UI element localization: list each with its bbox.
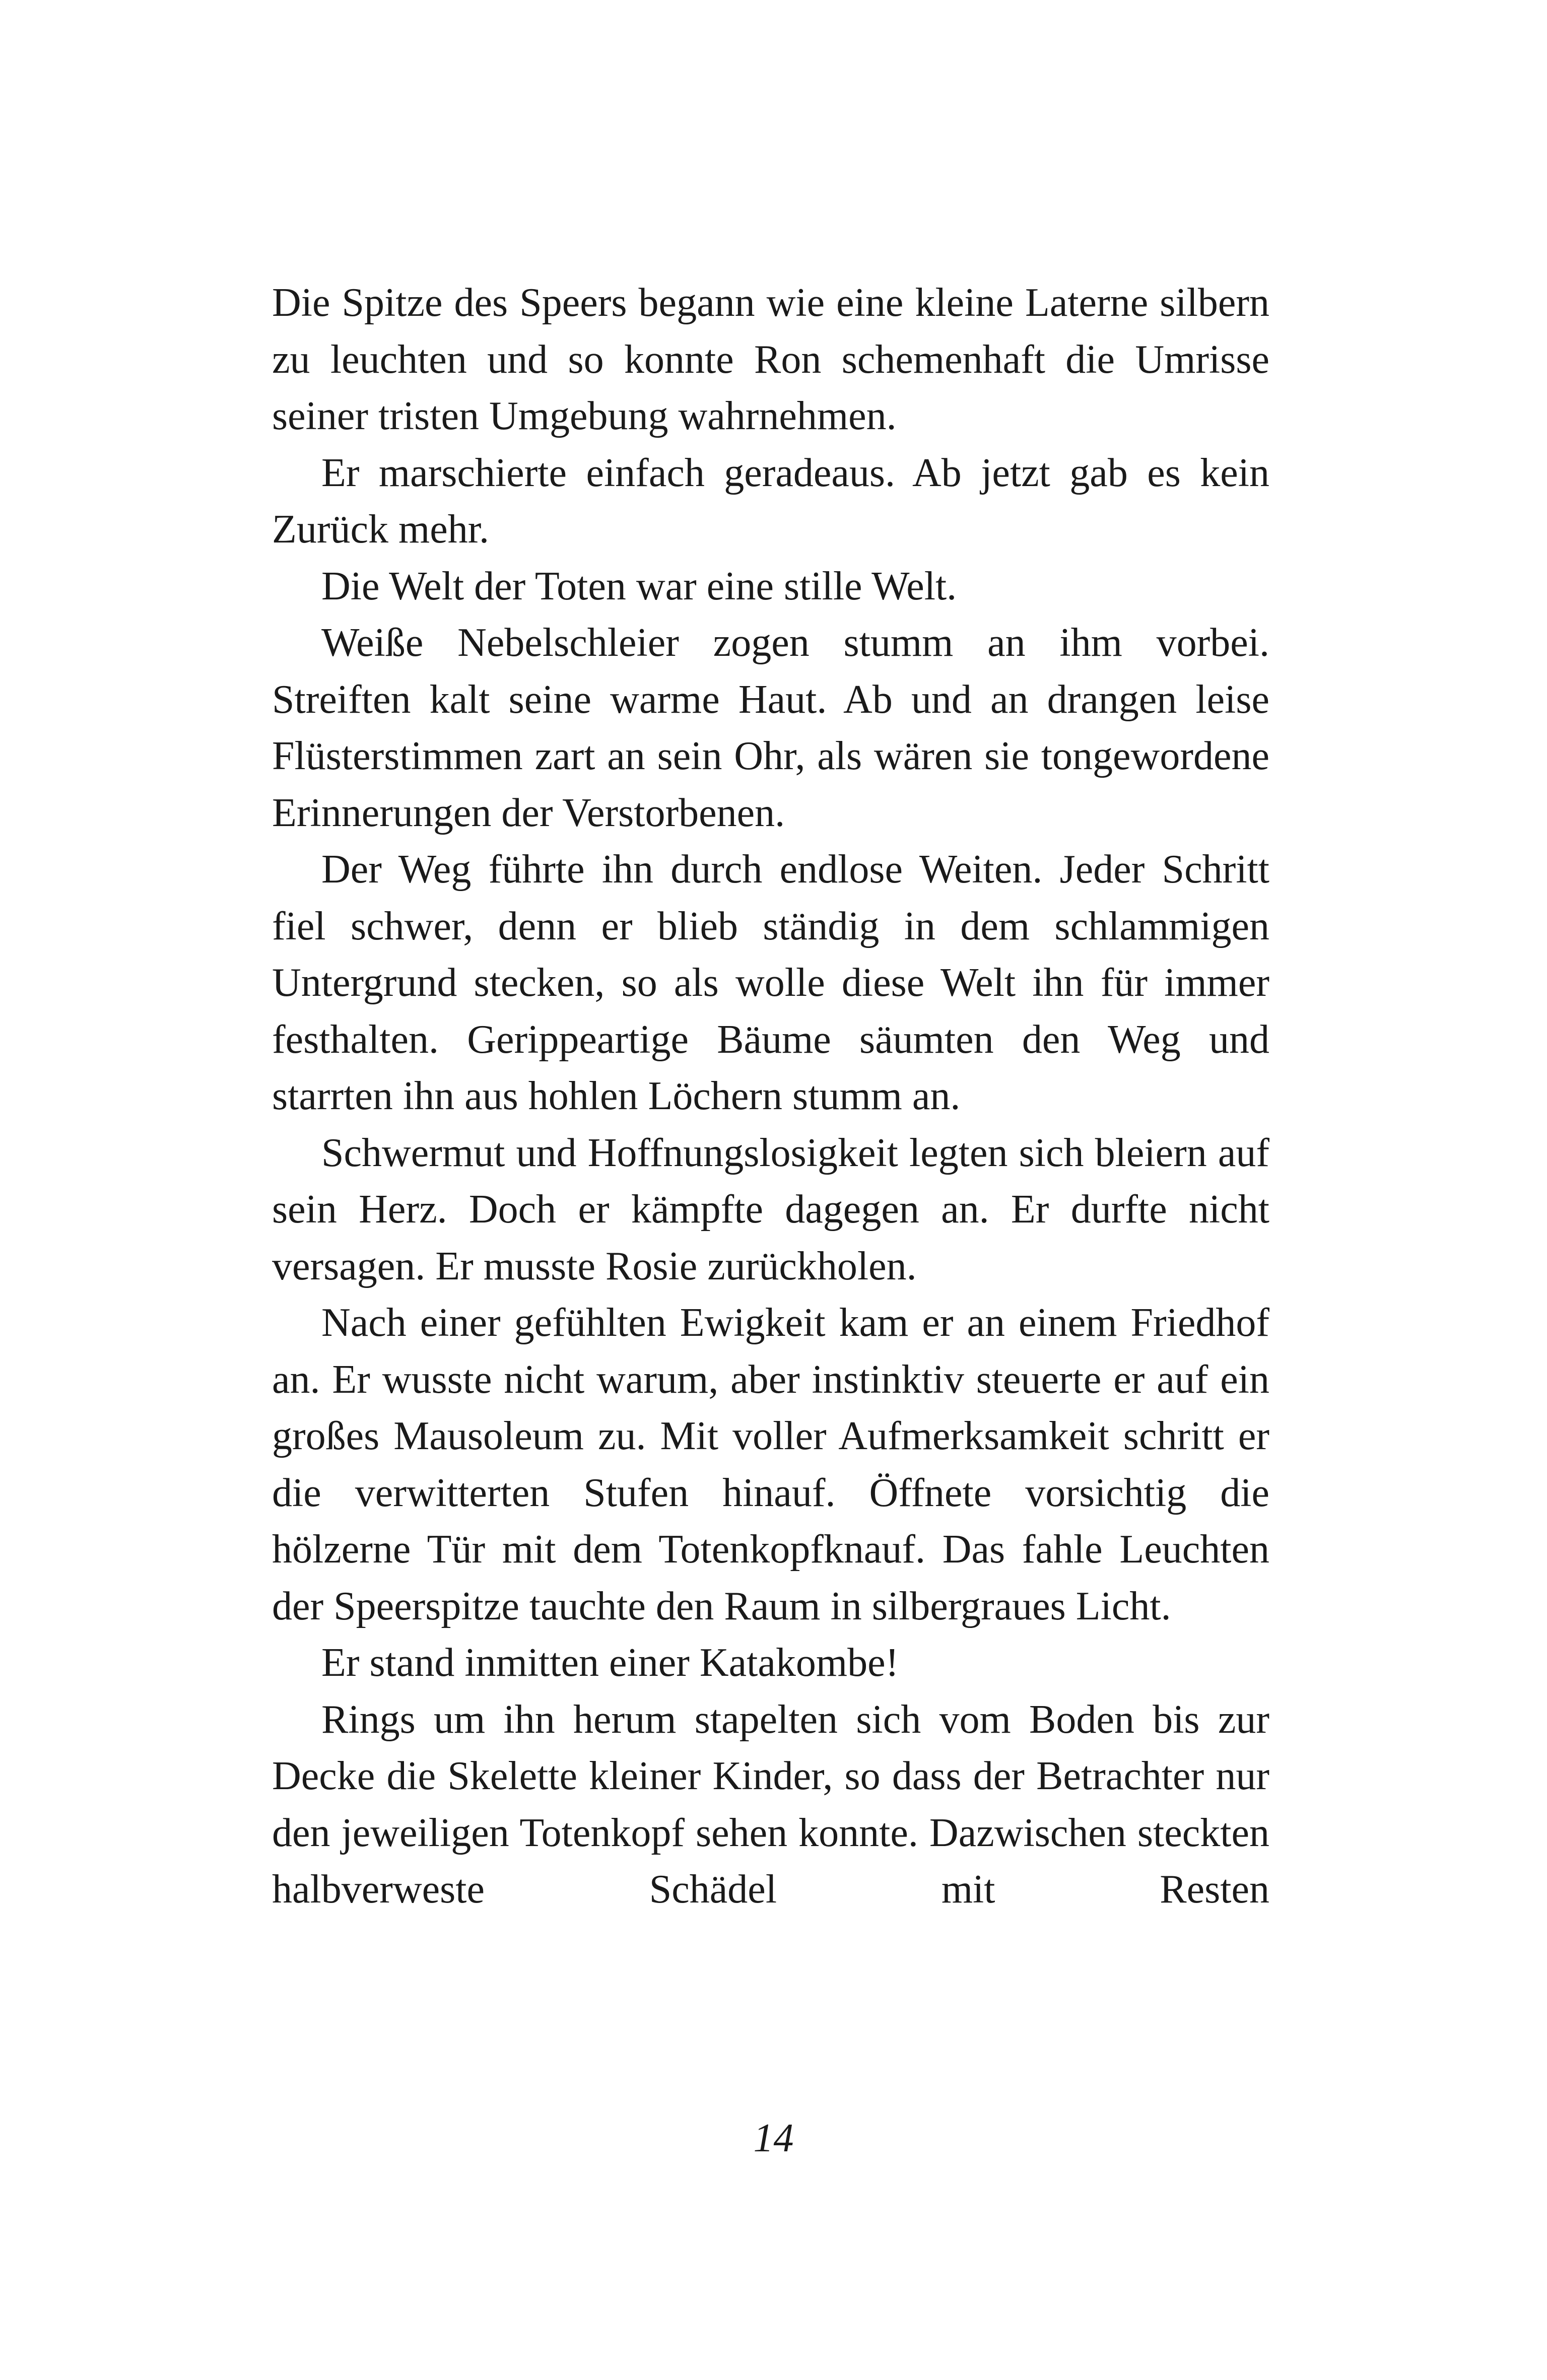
page-number: 14	[753, 2116, 794, 2160]
paragraph-6: Schwermut und Hoffnungslosigkeit legten sich bleiern auf sein Herz. Doch er kämpfte dagegen an. Er durfte nicht versagen. Er musste Rosie zurückholen.	[272, 1130, 1269, 1288]
paragraph-4: Weiße Nebelschleier zogen stumm an ihm vorbei. Streiften kalt seine warme Haut. Ab und an drangen leise Flüsterstimmen zart an sein Ohr, als wären sie tongewordene Erinnerungen der Verstorbenen.	[272, 621, 1269, 835]
paragraph-9: Rings um ihn herum stapelten sich vom Boden bis zur Decke die Skelette kleiner Kinder, so dass der Betrachter nur den jeweiligen Totenkopf sehen konnte. Dazwischen steckten halbverweste Schädel mit Resten	[272, 1697, 1269, 1912]
paragraph-8: Er stand inmitten einer Katakombe!	[321, 1641, 899, 1685]
paragraph-5: Der Weg führte ihn durch endlose Weiten. Jeder Schritt fiel schwer, denn er blieb ständig in dem schlammigen Untergrund stecken, so als wolle diese Welt ihn für immer festhalten. Gerippeartige Bäume säumten den Weg und starrten ihn aus hohlen Löchern stumm an.	[272, 847, 1269, 1118]
paragraph-3: Die Welt der Toten war eine stille Welt.	[321, 564, 957, 608]
paragraph-7: Nach einer gefühlten Ewigkeit kam er an einem Friedhof an. Er wusste nicht warum, aber instinktiv steuerte er auf ein großes Mausoleum zu. Mit voller Aufmerksamkeit schritt er die verwitterten Stufen hinauf. Öffnete vorsichtig die hölzerne Tür mit dem Totenkopfknauf. Das fahle Leuchten der Speerspitze tauchte den Raum in silbergraues Licht.	[272, 1301, 1269, 1628]
body-text	[272, 275, 1269, 1918]
paragraph-2: Er marschierte einfach geradeaus. Ab jetzt gab es kein Zurück mehr.	[272, 450, 1269, 552]
paragraph-1: Die Spitze des Speers begann wie eine kleine Laterne silbern zu leuchten und so konnte Ron schemenhaft die Umrisse seiner tristen Umgebung wahrnehmen.	[272, 281, 1269, 438]
